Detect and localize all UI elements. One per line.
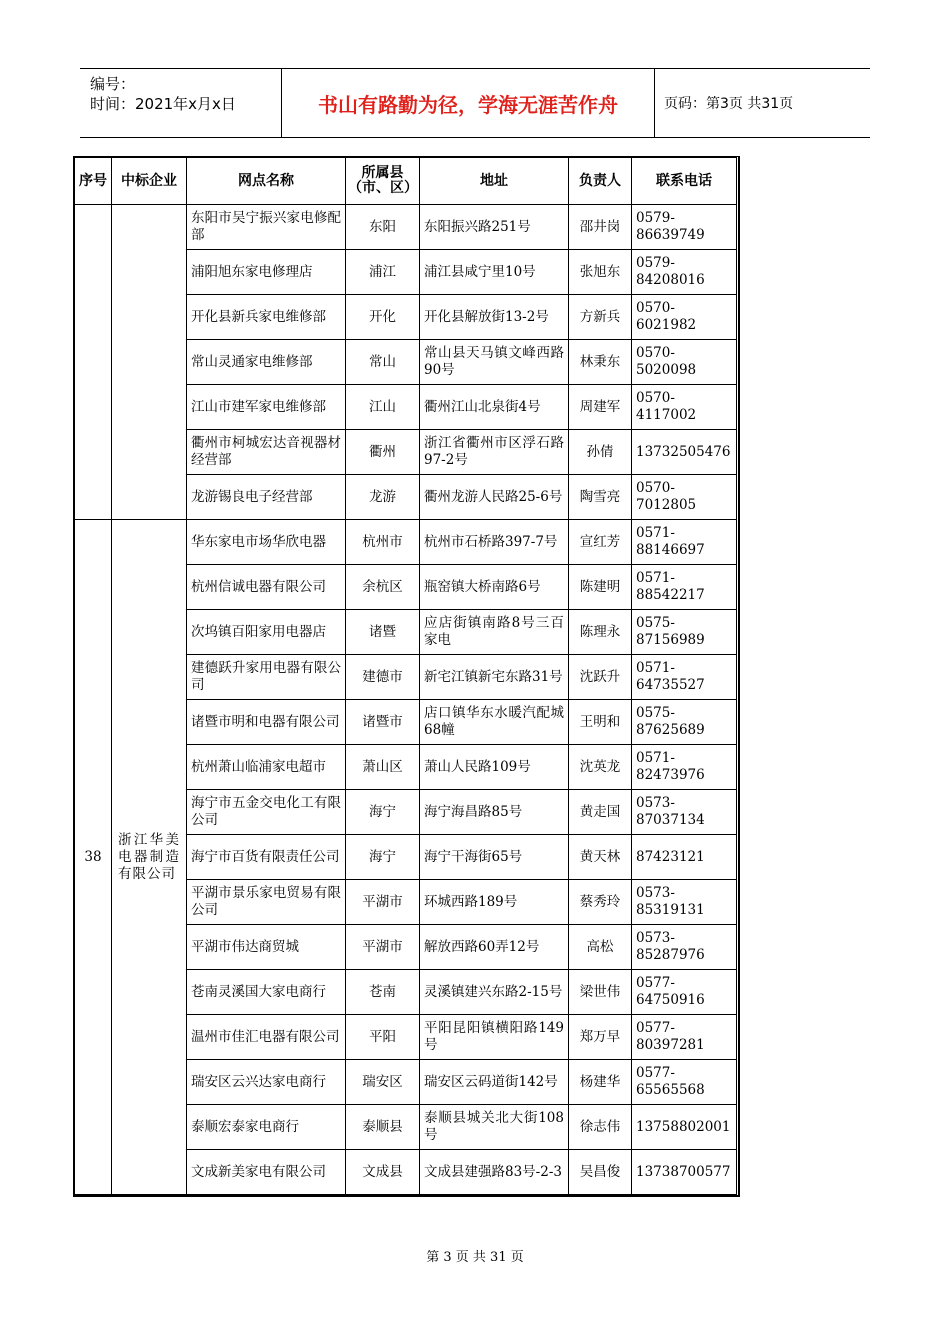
document-number-label: 编号：: [90, 75, 136, 93]
person-cell: 高松: [569, 925, 632, 970]
phone-cell: 0570-6021982: [632, 295, 737, 340]
person-cell: 陈建明: [569, 565, 632, 610]
person-cell: 黄天林: [569, 835, 632, 880]
person-cell: 沈跃升: [569, 655, 632, 700]
county-cell: 海宁: [346, 835, 420, 880]
company-cell: 浙江华美电器制造有限公司: [112, 520, 187, 1195]
person-cell: 杨建华: [569, 1060, 632, 1105]
county-cell: 常山: [346, 340, 420, 385]
col-header-person: 负责人: [569, 158, 632, 205]
phone-cell: 0571-82473976: [632, 745, 737, 790]
person-cell: 方新兵: [569, 295, 632, 340]
address-cell: 浙江省衢州市区浮石路97-2号: [420, 430, 569, 475]
company-cell: [112, 205, 187, 520]
address-cell: 衢州龙游人民路25-6号: [420, 475, 569, 520]
outlet-name-cell: 海宁市五金交电化工有限公司: [187, 790, 346, 835]
outlet-name-cell: 杭州信诚电器有限公司: [187, 565, 346, 610]
header-motto: 书山有路勤为径，学海无涯苦作舟: [281, 69, 655, 137]
table-body: [75, 205, 737, 1195]
address-cell: 新宅江镇新宅东路31号: [420, 655, 569, 700]
table-row: [75, 520, 737, 565]
county-cell: 浦江: [346, 250, 420, 295]
phone-cell: 0571-88146697: [632, 520, 737, 565]
phone-cell: 13732505476: [632, 430, 737, 475]
outlet-name-cell: 杭州萧山临浦家电超市: [187, 745, 346, 790]
col-header-phone: 联系电话: [632, 158, 737, 205]
address-cell: 海宁海昌路85号: [420, 790, 569, 835]
outlet-name-cell: 华东家电市场华欣电器: [187, 520, 346, 565]
phone-cell: 0573-85319131: [632, 880, 737, 925]
outlet-name-cell: 海宁市百货有限责任公司: [187, 835, 346, 880]
address-cell: 浦江县咸宁里10号: [420, 250, 569, 295]
outlet-name-cell: 次坞镇百阳家用电器店: [187, 610, 346, 655]
county-cell: 龙游: [346, 475, 420, 520]
phone-cell: 0579-86639749: [632, 205, 737, 250]
address-cell: 瓶窑镇大桥南路6号: [420, 565, 569, 610]
outlet-table: [74, 157, 737, 1195]
address-cell: 平阳昆阳镇横阳路149号: [420, 1015, 569, 1060]
county-cell: 余杭区: [346, 565, 420, 610]
county-cell: 平湖市: [346, 925, 420, 970]
person-cell: 林秉东: [569, 340, 632, 385]
address-cell: 开化县解放街13-2号: [420, 295, 569, 340]
table-row: [75, 205, 737, 250]
county-cell: 江山: [346, 385, 420, 430]
col-header-county: 所属县（市、区）: [346, 158, 420, 205]
person-cell: 吴昌俊: [569, 1150, 632, 1195]
outlet-name-cell: 开化县新兵家电维修部: [187, 295, 346, 340]
outlet-name-cell: 苍南灵溪国大家电商行: [187, 970, 346, 1015]
address-cell: 东阳振兴路251号: [420, 205, 569, 250]
address-cell: 应店街镇南路8号三百家电: [420, 610, 569, 655]
county-cell: 萧山区: [346, 745, 420, 790]
address-cell: 解放西路60弄12号: [420, 925, 569, 970]
col-header-seq: 序号: [75, 158, 112, 205]
phone-cell: 0570-5020098: [632, 340, 737, 385]
table-header-row: [75, 158, 737, 205]
address-cell: 海宁干海街65号: [420, 835, 569, 880]
col-header-company: 中标企业: [112, 158, 187, 205]
outlet-name-cell: 泰顺宏泰家电商行: [187, 1105, 346, 1150]
person-cell: 王明和: [569, 700, 632, 745]
outlet-name-cell: 平湖市景乐家电贸易有限公司: [187, 880, 346, 925]
address-cell: 店口镇华东水暖汽配城68幢: [420, 700, 569, 745]
address-cell: 环城西路189号: [420, 880, 569, 925]
county-cell: 杭州市: [346, 520, 420, 565]
service-outlet-table: [73, 156, 740, 1197]
outlet-name-cell: 文成新美家电有限公司: [187, 1150, 346, 1195]
county-cell: 海宁: [346, 790, 420, 835]
seq-cell: 38: [75, 520, 112, 1195]
phone-cell: 87423121: [632, 835, 737, 880]
page-header: [80, 68, 870, 138]
phone-cell: 0573-87037134: [632, 790, 737, 835]
address-cell: 文成县建强路83号-2-3: [420, 1150, 569, 1195]
person-cell: 蔡秀玲: [569, 880, 632, 925]
county-cell: 衢州: [346, 430, 420, 475]
outlet-name-cell: 温州市佳汇电器有限公司: [187, 1015, 346, 1060]
person-cell: 陈理永: [569, 610, 632, 655]
phone-cell: 0571-64735527: [632, 655, 737, 700]
person-cell: 徐志伟: [569, 1105, 632, 1150]
county-cell: 诸暨: [346, 610, 420, 655]
phone-cell: 13738700577: [632, 1150, 737, 1195]
person-cell: 周建军: [569, 385, 632, 430]
county-cell: 平阳: [346, 1015, 420, 1060]
phone-cell: 0575-87625689: [632, 700, 737, 745]
county-cell: 文成县: [346, 1150, 420, 1195]
person-cell: 梁世伟: [569, 970, 632, 1015]
phone-cell: 0577-65565568: [632, 1060, 737, 1105]
outlet-name-cell: 平湖市伟达商贸城: [187, 925, 346, 970]
outlet-name-cell: 浦阳旭东家电修理店: [187, 250, 346, 295]
person-cell: 陶雪亮: [569, 475, 632, 520]
phone-cell: 0577-64750916: [632, 970, 737, 1015]
page-footer: 第 3 页 共 31 页: [426, 1250, 524, 1265]
person-cell: 郑万早: [569, 1015, 632, 1060]
address-cell: 常山县天马镇文峰西路90号: [420, 340, 569, 385]
phone-cell: 0577-80397281: [632, 1015, 737, 1060]
person-cell: 沈英龙: [569, 745, 632, 790]
county-cell: 泰顺县: [346, 1105, 420, 1150]
address-cell: 萧山人民路109号: [420, 745, 569, 790]
county-cell: 建德市: [346, 655, 420, 700]
outlet-name-cell: 江山市建军家电维修部: [187, 385, 346, 430]
person-cell: 邵井岗: [569, 205, 632, 250]
header-page-number: 页码：第3页 共31页: [664, 96, 794, 112]
county-cell: 诸暨市: [346, 700, 420, 745]
county-cell: 平湖市: [346, 880, 420, 925]
col-header-outlet-name: 网点名称: [187, 158, 346, 205]
phone-cell: 0571-88542217: [632, 565, 737, 610]
address-cell: 泰顺县城关北大街108号: [420, 1105, 569, 1150]
address-cell: 杭州市石桥路397-7号: [420, 520, 569, 565]
phone-cell: 0579-84208016: [632, 250, 737, 295]
phone-cell: 0570-4117002: [632, 385, 737, 430]
person-cell: 张旭东: [569, 250, 632, 295]
col-header-address: 地址: [420, 158, 569, 205]
address-cell: 灵溪镇建兴东路2-15号: [420, 970, 569, 1015]
person-cell: 宣红芳: [569, 520, 632, 565]
phone-cell: 13758802001: [632, 1105, 737, 1150]
county-cell: 瑞安区: [346, 1060, 420, 1105]
outlet-name-cell: 龙游锡良电子经营部: [187, 475, 346, 520]
person-cell: 黄走国: [569, 790, 632, 835]
county-cell: 苍南: [346, 970, 420, 1015]
address-cell: 衢州江山北泉街4号: [420, 385, 569, 430]
phone-cell: 0575-87156989: [632, 610, 737, 655]
outlet-name-cell: 瑞安区云兴达家电商行: [187, 1060, 346, 1105]
address-cell: 瑞安区云码道街142号: [420, 1060, 569, 1105]
person-cell: 孙倩: [569, 430, 632, 475]
outlet-name-cell: 常山灵通家电维修部: [187, 340, 346, 385]
outlet-name-cell: 建德跃升家用电器有限公司: [187, 655, 346, 700]
county-cell: 东阳: [346, 205, 420, 250]
phone-cell: 0573-85287976: [632, 925, 737, 970]
outlet-name-cell: 诸暨市明和电器有限公司: [187, 700, 346, 745]
phone-cell: 0570-7012805: [632, 475, 737, 520]
county-cell: 开化: [346, 295, 420, 340]
seq-cell: [75, 205, 112, 520]
document-time-label: 时间：2021年x月x日: [90, 95, 236, 113]
outlet-name-cell: 东阳市吴宁振兴家电修配部: [187, 205, 346, 250]
header-meta: [80, 69, 280, 137]
outlet-name-cell: 衢州市柯城宏达音视器材经营部: [187, 430, 346, 475]
